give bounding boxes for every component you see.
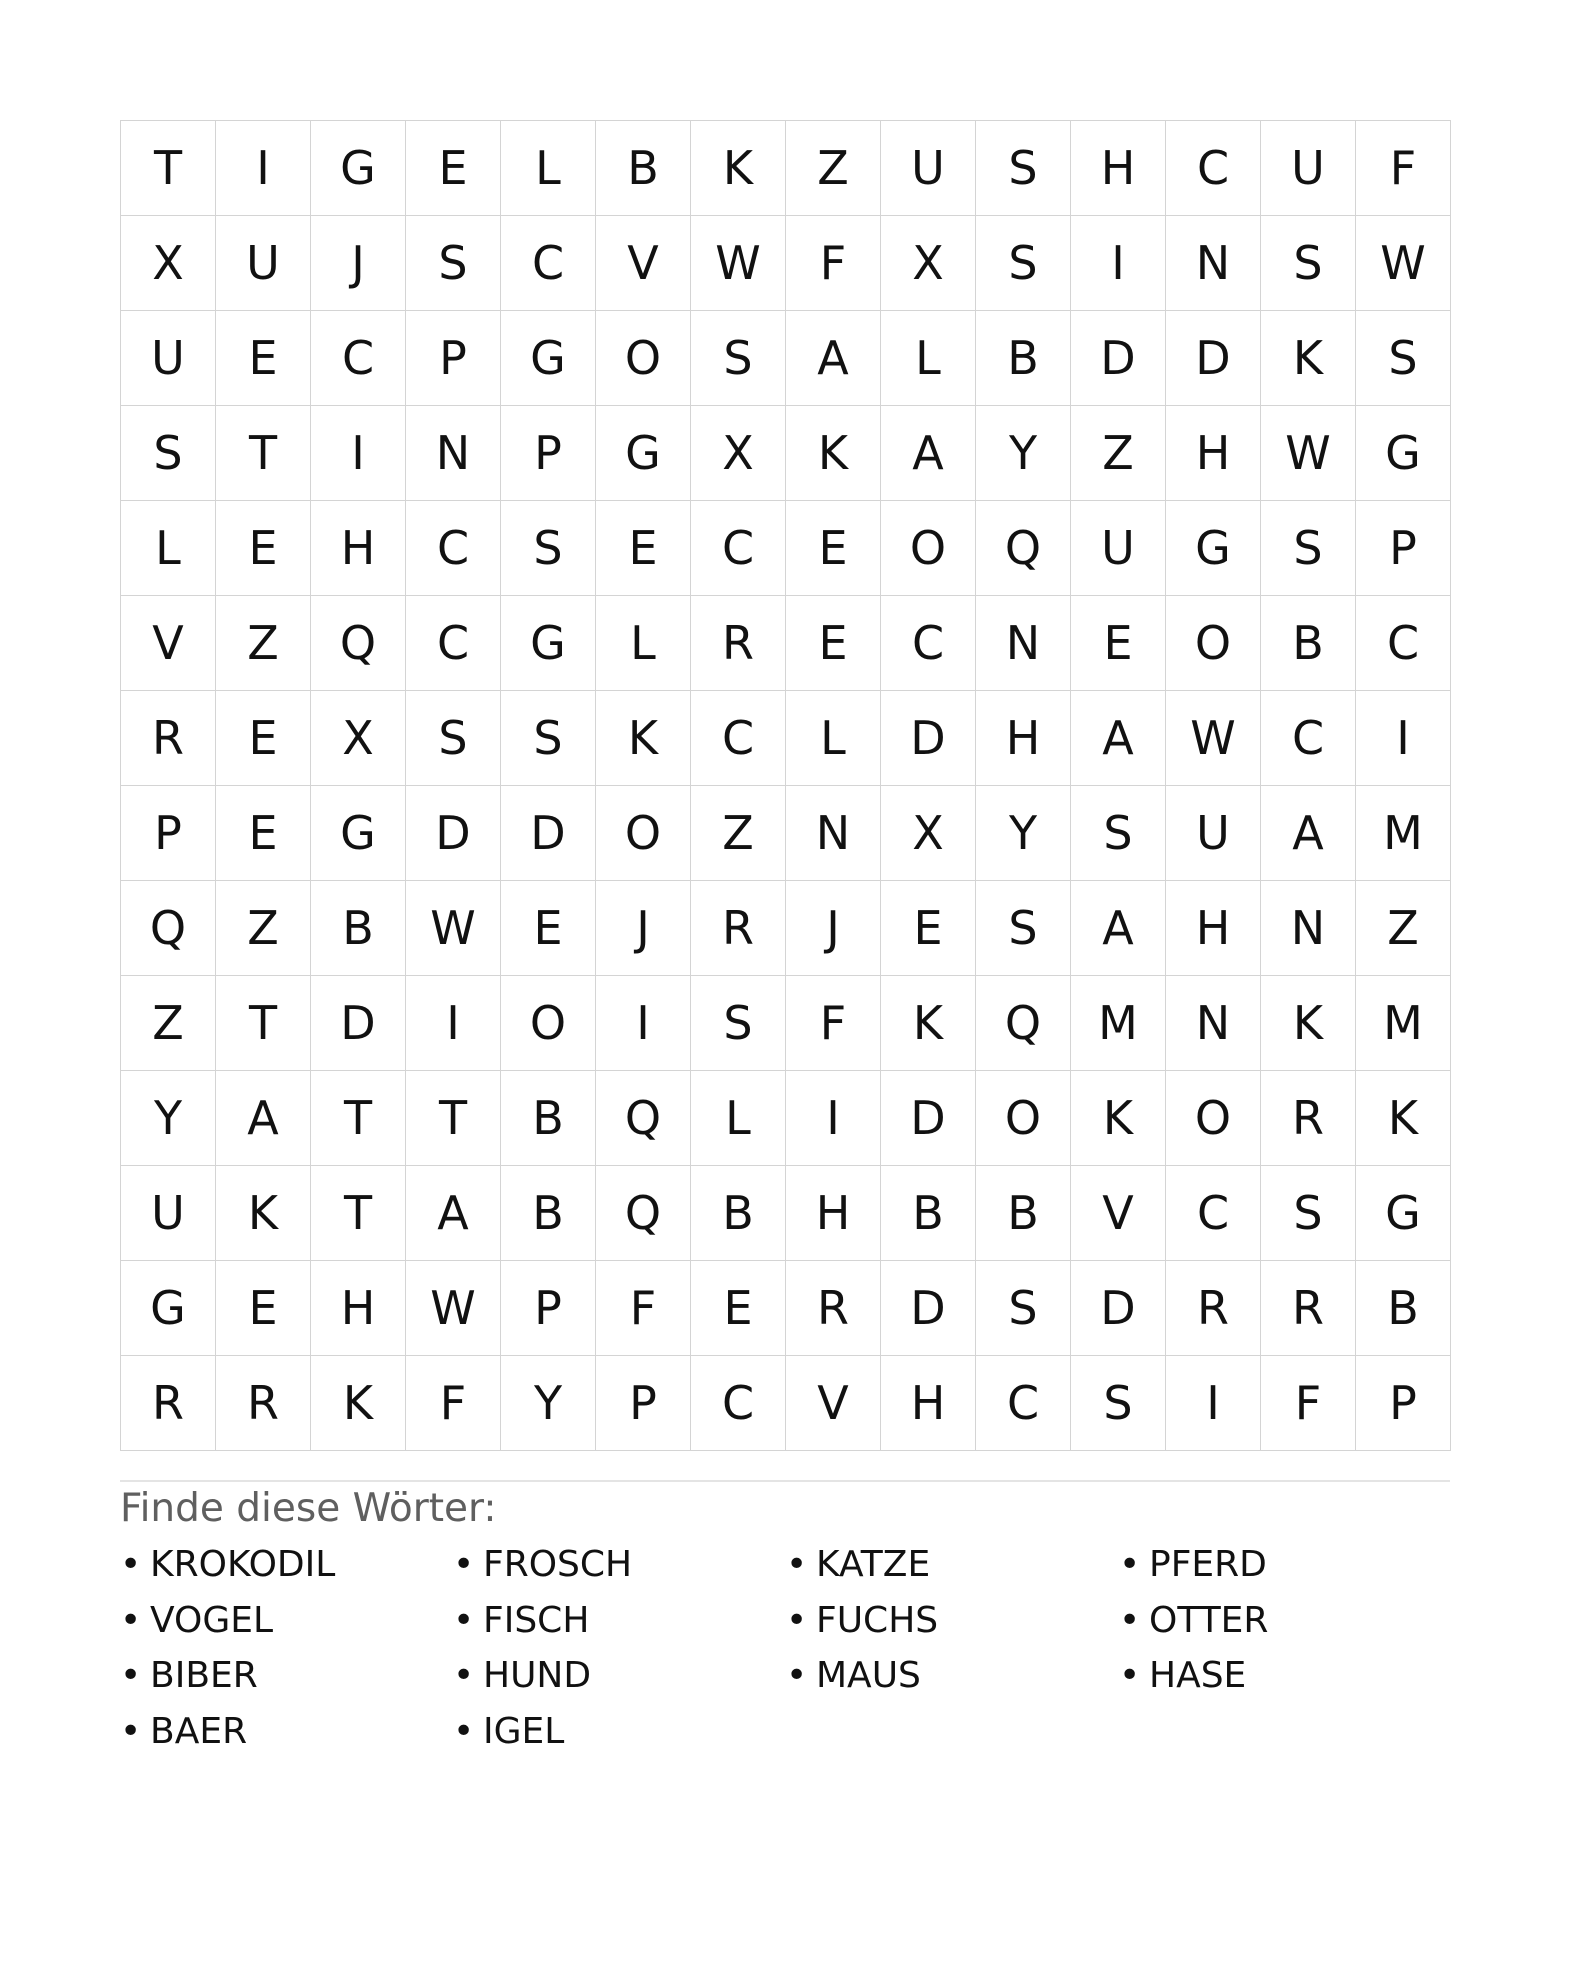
grid-cell[interactable]: Y (976, 406, 1071, 501)
word-label: HASE (1149, 1655, 1247, 1696)
grid-cell[interactable]: L (121, 501, 216, 596)
grid-cell[interactable]: A (406, 1166, 501, 1261)
grid-cell[interactable]: C (691, 501, 786, 596)
grid-cell[interactable]: B (501, 1166, 596, 1261)
grid-cell[interactable]: E (216, 691, 311, 786)
grid-cell[interactable]: E (216, 786, 311, 881)
grid-cell[interactable]: O (976, 1071, 1071, 1166)
grid-cell[interactable]: E (406, 121, 501, 216)
grid-cell[interactable]: K (786, 406, 881, 501)
grid-cell[interactable]: Z (1356, 881, 1451, 976)
grid-cell[interactable]: A (1071, 691, 1166, 786)
word-list-item (120, 1711, 453, 1767)
grid-cell[interactable]: H (786, 1166, 881, 1261)
grid-cell[interactable]: I (786, 1071, 881, 1166)
grid-cell[interactable]: K (1261, 311, 1356, 406)
word-list (120, 1544, 1450, 1766)
word-list-item (120, 1600, 453, 1656)
word-label: BAER (150, 1710, 248, 1752)
grid-cell[interactable]: S (406, 216, 501, 311)
grid-cell[interactable]: N (1261, 881, 1356, 976)
grid-cell[interactable]: F (596, 1261, 691, 1356)
word-list-item (453, 1600, 786, 1656)
word-list-item (453, 1544, 786, 1600)
grid-cell[interactable]: A (1261, 786, 1356, 881)
grid-cell[interactable]: B (596, 121, 691, 216)
grid-cell[interactable]: H (976, 691, 1071, 786)
grid-cell[interactable]: S (976, 121, 1071, 216)
grid-cell[interactable]: K (1356, 1071, 1451, 1166)
grid-cell[interactable]: Q (121, 881, 216, 976)
grid-cell[interactable]: W (1166, 691, 1261, 786)
word-list-item (1119, 1600, 1452, 1656)
grid-cell[interactable]: E (786, 596, 881, 691)
grid-cell[interactable]: D (1166, 311, 1261, 406)
grid-cell[interactable]: X (881, 786, 976, 881)
grid-cell[interactable]: G (121, 1261, 216, 1356)
grid-cell[interactable]: E (786, 501, 881, 596)
grid-cell[interactable]: Q (596, 1071, 691, 1166)
grid-cell[interactable]: T (311, 1071, 406, 1166)
grid-cell[interactable]: G (1166, 501, 1261, 596)
grid-cell[interactable]: N (1166, 976, 1261, 1071)
grid-cell[interactable]: O (501, 976, 596, 1071)
grid-cell[interactable]: Z (121, 976, 216, 1071)
word-list-item (453, 1711, 786, 1767)
grid-cell[interactable]: I (596, 976, 691, 1071)
grid-cell[interactable]: W (1356, 216, 1451, 311)
grid-cell[interactable]: B (976, 1166, 1071, 1261)
grid-cell[interactable]: B (691, 1166, 786, 1261)
grid-cell[interactable]: T (216, 406, 311, 501)
grid-cell[interactable]: H (1166, 406, 1261, 501)
grid-cell[interactable]: U (121, 311, 216, 406)
grid-cell[interactable]: Q (311, 596, 406, 691)
grid-cell[interactable]: R (691, 881, 786, 976)
grid-cell[interactable]: V (121, 596, 216, 691)
grid-cell[interactable]: J (596, 881, 691, 976)
grid-cell[interactable]: W (406, 881, 501, 976)
word-label: FISCH (483, 1599, 590, 1641)
grid-cell[interactable]: C (1261, 691, 1356, 786)
bullet-icon: • (1119, 1655, 1141, 1696)
grid-cell[interactable]: K (1071, 1071, 1166, 1166)
grid-cell[interactable]: J (311, 216, 406, 311)
word-list-item (786, 1600, 1119, 1656)
grid-cell[interactable]: H (1071, 121, 1166, 216)
grid-cell[interactable]: L (596, 596, 691, 691)
grid-cell[interactable]: V (596, 216, 691, 311)
grid-cell[interactable]: N (976, 596, 1071, 691)
grid-cell[interactable]: C (881, 596, 976, 691)
word-label: KROKODIL (150, 1544, 336, 1585)
grid-cell[interactable]: S (501, 691, 596, 786)
grid-cell[interactable]: K (691, 121, 786, 216)
grid-cell[interactable]: C (406, 596, 501, 691)
grid-cell[interactable]: M (1356, 786, 1451, 881)
grid-cell[interactable]: A (216, 1071, 311, 1166)
grid-cell[interactable]: E (881, 881, 976, 976)
word-label: IGEL (483, 1710, 565, 1752)
grid-cell[interactable]: Y (501, 1356, 596, 1451)
grid-cell[interactable]: P (1356, 501, 1451, 596)
grid-cell[interactable]: B (976, 311, 1071, 406)
grid-cell[interactable]: S (406, 691, 501, 786)
grid-cell[interactable]: D (311, 976, 406, 1071)
grid-cell[interactable]: I (216, 121, 311, 216)
bullet-icon: • (453, 1599, 475, 1641)
grid-cell[interactable]: S (976, 881, 1071, 976)
grid-cell[interactable]: T (406, 1071, 501, 1166)
grid-cell[interactable]: E (216, 1261, 311, 1356)
grid-cell[interactable]: B (881, 1166, 976, 1261)
grid-cell[interactable]: E (216, 501, 311, 596)
grid-cell[interactable]: I (1356, 691, 1451, 786)
grid-cell[interactable]: R (1166, 1261, 1261, 1356)
grid-cell[interactable]: R (691, 596, 786, 691)
grid-cell[interactable]: B (1261, 596, 1356, 691)
grid-cell[interactable]: Z (786, 121, 881, 216)
grid-cell[interactable]: B (501, 1071, 596, 1166)
grid-cell[interactable]: H (1166, 881, 1261, 976)
grid-cell[interactable]: O (596, 786, 691, 881)
word-label: FROSCH (483, 1544, 633, 1585)
grid-cell[interactable]: F (406, 1356, 501, 1451)
bullet-icon: • (1119, 1599, 1141, 1641)
word-label: OTTER (1149, 1599, 1269, 1641)
grid-cell[interactable]: B (311, 881, 406, 976)
grid-cell[interactable]: L (691, 1071, 786, 1166)
grid-cell[interactable]: K (596, 691, 691, 786)
bullet-icon: • (453, 1710, 475, 1752)
grid-cell[interactable]: K (311, 1356, 406, 1451)
grid-cell[interactable]: I (311, 406, 406, 501)
grid-cell[interactable]: T (311, 1166, 406, 1261)
grid-cell[interactable]: Q (976, 976, 1071, 1071)
grid-cell[interactable]: A (1071, 881, 1166, 976)
grid-cell[interactable]: E (1071, 596, 1166, 691)
grid-cell[interactable]: S (1071, 1356, 1166, 1451)
grid-cell[interactable]: S (691, 311, 786, 406)
bullet-icon: • (786, 1655, 808, 1696)
grid-cell[interactable]: R (121, 1356, 216, 1451)
grid-cell[interactable]: S (121, 406, 216, 501)
grid-cell[interactable]: G (501, 311, 596, 406)
grid-cell[interactable]: I (406, 976, 501, 1071)
grid-cell[interactable]: N (786, 786, 881, 881)
word-label: FUCHS (816, 1599, 939, 1641)
grid-cell[interactable]: F (786, 976, 881, 1071)
grid-cell[interactable]: X (311, 691, 406, 786)
grid-cell[interactable]: H (311, 1261, 406, 1356)
word-list-item (120, 1544, 453, 1600)
grid-cell[interactable]: L (881, 311, 976, 406)
grid-cell[interactable]: S (976, 216, 1071, 311)
grid-cell[interactable]: R (121, 691, 216, 786)
grid-cell[interactable]: C (501, 216, 596, 311)
word-label: MAUS (816, 1655, 921, 1696)
grid-cell[interactable]: Y (976, 786, 1071, 881)
grid-cell[interactable]: R (1261, 1261, 1356, 1356)
grid-cell[interactable]: O (596, 311, 691, 406)
word-list-item (1119, 1544, 1452, 1600)
grid-cell[interactable]: I (1166, 1356, 1261, 1451)
grid-cell[interactable]: O (1166, 596, 1261, 691)
grid-cell[interactable]: C (406, 501, 501, 596)
grid-cell[interactable]: D (501, 786, 596, 881)
grid-cell[interactable]: C (691, 1356, 786, 1451)
grid-cell[interactable]: X (881, 216, 976, 311)
grid-cell[interactable]: S (976, 1261, 1071, 1356)
grid-cell[interactable]: G (1356, 1166, 1451, 1261)
grid-cell[interactable]: D (406, 786, 501, 881)
grid-cell[interactable]: P (501, 406, 596, 501)
grid-cell[interactable]: C (976, 1356, 1071, 1451)
grid-cell[interactable]: S (501, 501, 596, 596)
grid-cell[interactable]: U (216, 216, 311, 311)
grid-cell[interactable]: L (786, 691, 881, 786)
grid-cell[interactable]: F (1356, 121, 1451, 216)
word-list-item (453, 1655, 786, 1711)
bullet-icon: • (786, 1599, 808, 1641)
grid-cell[interactable]: S (691, 976, 786, 1071)
grid-cell[interactable]: G (1356, 406, 1451, 501)
grid-cell[interactable]: D (1071, 1261, 1166, 1356)
grid-cell[interactable]: E (501, 881, 596, 976)
word-list-item (786, 1544, 1119, 1600)
grid-cell[interactable]: G (311, 121, 406, 216)
grid-cell[interactable]: B (1356, 1261, 1451, 1356)
grid-cell[interactable]: E (216, 311, 311, 406)
grid-cell[interactable]: D (881, 1261, 976, 1356)
grid-cell[interactable]: T (121, 121, 216, 216)
grid-cell[interactable]: C (1356, 596, 1451, 691)
grid-cell[interactable]: S (1261, 1166, 1356, 1261)
bullet-icon: • (120, 1655, 142, 1696)
grid-cell[interactable]: V (1071, 1166, 1166, 1261)
grid-cell[interactable]: S (1356, 311, 1451, 406)
bullet-icon: • (1119, 1544, 1141, 1585)
grid-cell[interactable]: Z (1071, 406, 1166, 501)
grid-cell[interactable]: Z (216, 596, 311, 691)
grid-cell[interactable]: I (1071, 216, 1166, 311)
grid-cell[interactable]: X (691, 406, 786, 501)
grid-cell[interactable]: C (1166, 1166, 1261, 1261)
grid-cell[interactable]: P (501, 1261, 596, 1356)
grid-cell[interactable]: Z (216, 881, 311, 976)
bullet-icon: • (120, 1544, 142, 1585)
grid-cell[interactable]: M (1356, 976, 1451, 1071)
grid-cell[interactable]: F (1261, 1356, 1356, 1451)
grid-cell[interactable]: P (121, 786, 216, 881)
grid-cell[interactable]: S (1261, 216, 1356, 311)
grid-cell[interactable]: D (881, 691, 976, 786)
grid-cell[interactable]: Q (596, 1166, 691, 1261)
word-label: BIBER (150, 1655, 258, 1696)
grid-cell[interactable]: R (1261, 1071, 1356, 1166)
grid-cell[interactable]: K (216, 1166, 311, 1261)
bullet-icon: • (120, 1710, 142, 1752)
grid-cell[interactable]: W (691, 216, 786, 311)
grid-cell[interactable]: Y (121, 1071, 216, 1166)
bullet-icon: • (453, 1655, 475, 1696)
word-list-item (786, 1655, 1119, 1711)
grid-cell[interactable]: K (881, 976, 976, 1071)
grid-cell[interactable]: E (691, 1261, 786, 1356)
grid-cell[interactable]: G (596, 406, 691, 501)
grid-cell[interactable]: U (1071, 501, 1166, 596)
grid-cell[interactable]: C (1166, 121, 1261, 216)
word-label: PFERD (1149, 1544, 1267, 1585)
grid-cell[interactable]: O (881, 501, 976, 596)
grid-cell[interactable]: W (1261, 406, 1356, 501)
word-label: HUND (483, 1655, 592, 1696)
grid-cell[interactable]: D (1071, 311, 1166, 406)
grid-cell[interactable]: T (216, 976, 311, 1071)
grid-cell[interactable]: P (406, 311, 501, 406)
word-list-item (120, 1655, 453, 1711)
grid-cell[interactable]: P (1356, 1356, 1451, 1451)
bullet-icon: • (120, 1599, 142, 1641)
grid-cell[interactable]: V (786, 1356, 881, 1451)
grid-cell[interactable]: N (406, 406, 501, 501)
grid-cell[interactable]: K (1261, 976, 1356, 1071)
word-search-grid (120, 120, 1451, 1451)
divider (120, 1480, 1450, 1482)
grid-cell[interactable]: J (786, 881, 881, 976)
grid-cell[interactable]: R (786, 1261, 881, 1356)
grid-cell[interactable]: H (881, 1356, 976, 1451)
grid-cell[interactable]: X (121, 216, 216, 311)
grid-cell[interactable]: G (311, 786, 406, 881)
word-label: KATZE (816, 1544, 931, 1585)
grid-cell[interactable]: C (691, 691, 786, 786)
grid-cell[interactable]: U (1166, 786, 1261, 881)
word-list-heading: Finde diese Wörter: (120, 1486, 497, 1531)
grid-cell[interactable]: A (786, 311, 881, 406)
word-list-item (1119, 1655, 1452, 1711)
grid-cell[interactable]: D (881, 1071, 976, 1166)
grid-cell[interactable]: S (1261, 501, 1356, 596)
grid-cell[interactable]: U (121, 1166, 216, 1261)
bullet-icon: • (453, 1544, 475, 1585)
grid-cell[interactable]: W (406, 1261, 501, 1356)
grid-cell[interactable]: O (1166, 1071, 1261, 1166)
word-label: VOGEL (150, 1599, 274, 1641)
grid-cell[interactable]: F (786, 216, 881, 311)
grid-cell[interactable]: Z (691, 786, 786, 881)
grid-cell[interactable]: L (501, 121, 596, 216)
grid-cell[interactable]: C (311, 311, 406, 406)
grid-cell[interactable]: Q (976, 501, 1071, 596)
grid-cell[interactable]: G (501, 596, 596, 691)
bullet-icon: • (786, 1544, 808, 1585)
grid-cell[interactable]: M (1071, 976, 1166, 1071)
grid-cell[interactable]: S (1071, 786, 1166, 881)
grid-cell[interactable]: N (1166, 216, 1261, 311)
grid-cell[interactable]: R (216, 1356, 311, 1451)
grid-cell[interactable]: U (1261, 121, 1356, 216)
grid-cell[interactable]: U (881, 121, 976, 216)
grid-cell[interactable]: P (596, 1356, 691, 1451)
grid-cell[interactable]: A (881, 406, 976, 501)
grid-cell[interactable]: E (596, 501, 691, 596)
grid-cell[interactable]: H (311, 501, 406, 596)
